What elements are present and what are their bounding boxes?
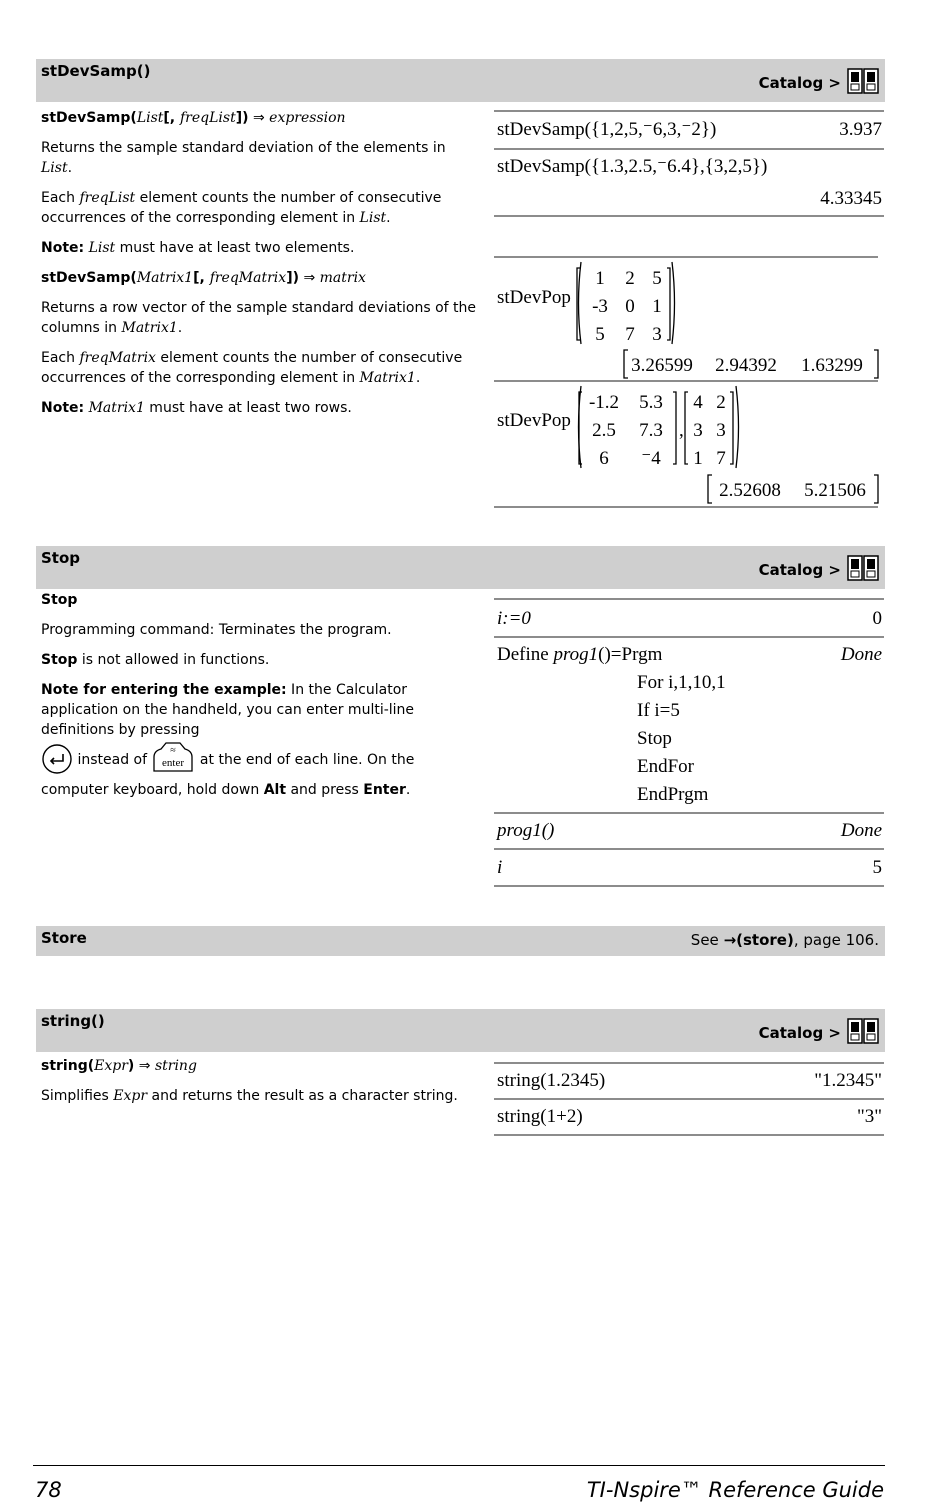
text: Simplifies bbox=[41, 1088, 114, 1104]
key-glyph: ≈ bbox=[170, 745, 177, 756]
result-cell: 3.26599 bbox=[631, 355, 693, 376]
function-name: stDevSamp( bbox=[41, 270, 137, 286]
matrix-cell: 1 bbox=[652, 296, 662, 317]
enter-key-icon bbox=[151, 741, 195, 779]
result: matrix bbox=[319, 270, 366, 286]
example-output: Done bbox=[840, 644, 882, 665]
catalog-link[interactable] bbox=[759, 554, 879, 586]
matrix-cell: 2.5 bbox=[592, 420, 616, 441]
example-output: "1.2345" bbox=[814, 1070, 882, 1091]
example-function: stDevPop bbox=[497, 410, 571, 431]
section-header-string bbox=[36, 1009, 885, 1052]
section-title: string() bbox=[41, 1012, 105, 1030]
section-title: stDevSamp() bbox=[41, 62, 151, 80]
example-input bbox=[497, 644, 662, 666]
catalog-label: Catalog > bbox=[758, 561, 841, 579]
stdevsamp-description bbox=[41, 108, 481, 418]
divider bbox=[494, 1062, 884, 1064]
matrix-cell: -3 bbox=[592, 296, 608, 317]
text: Returns a row vector of the sample standard deviations of the columns in bbox=[41, 300, 477, 336]
divider bbox=[494, 885, 884, 887]
paren-right bbox=[672, 262, 675, 344]
matrix-cell: ⁻4 bbox=[641, 448, 661, 469]
comma: , bbox=[679, 420, 684, 441]
stop-description bbox=[41, 590, 481, 800]
arrow: ⇒ bbox=[252, 110, 265, 126]
text: and returns the result as a character string. bbox=[147, 1088, 458, 1104]
divider bbox=[494, 506, 878, 508]
divider bbox=[494, 848, 884, 850]
arg2: freqList bbox=[180, 110, 236, 126]
desc bbox=[41, 1086, 481, 1106]
bracket-right bbox=[667, 268, 670, 340]
matrix-cell: 7.3 bbox=[639, 420, 663, 441]
key-name: Enter bbox=[363, 782, 406, 798]
text: See bbox=[690, 931, 719, 949]
arg: List bbox=[41, 160, 68, 176]
matrix-cell: 5 bbox=[595, 324, 605, 345]
matrix-cell: 2 bbox=[716, 392, 726, 413]
stop-examples bbox=[494, 598, 884, 888]
opt: [, bbox=[193, 270, 210, 286]
arg: Matrix1 bbox=[359, 370, 416, 386]
text: and press bbox=[286, 782, 364, 798]
result-cell: 2.52608 bbox=[719, 480, 781, 501]
note-2 bbox=[41, 398, 481, 418]
example-function: stDevPop bbox=[497, 287, 571, 308]
text: element counts the number of consecutive occurrences of the corresponding element in bbox=[41, 190, 442, 226]
arg: Expr bbox=[94, 1058, 128, 1074]
example-output: 4.33345 bbox=[820, 188, 882, 209]
example-input: stDevSamp({1,2,5,⁻6,3,⁻2}) bbox=[497, 119, 717, 140]
catalog-book-icon bbox=[847, 1017, 879, 1049]
matrix-3x3 bbox=[576, 260, 676, 346]
arg: Expr bbox=[113, 1088, 148, 1104]
desc-1: Programming command: Terminates the program. bbox=[41, 622, 392, 638]
matrix-pair bbox=[576, 384, 746, 470]
matrix-cell: 3 bbox=[693, 420, 703, 441]
arg: List bbox=[359, 210, 387, 226]
bracket-left bbox=[579, 392, 582, 464]
section-title: Stop bbox=[41, 549, 81, 567]
prog-name: prog1 bbox=[553, 644, 599, 665]
result: string bbox=[154, 1058, 197, 1074]
catalog-link[interactable] bbox=[759, 67, 879, 99]
arg: Matrix1 bbox=[121, 320, 178, 336]
note-entering-example bbox=[41, 680, 481, 800]
desc-1: Returns the sample standard deviation of the elements in List. bbox=[41, 140, 446, 176]
footer-divider bbox=[33, 1465, 885, 1466]
bracket-right bbox=[874, 350, 878, 378]
store-arrow-icon: → bbox=[723, 931, 737, 949]
catalog-label: Catalog > bbox=[758, 1024, 841, 1042]
text: must have at least two elements. bbox=[115, 240, 355, 256]
section-header-stdevsamp bbox=[36, 59, 885, 102]
keyword: Stop bbox=[41, 652, 78, 668]
arrow: ⇒ bbox=[303, 270, 316, 286]
matrix-cell: -1.2 bbox=[588, 392, 620, 413]
catalog-link[interactable] bbox=[759, 1017, 879, 1049]
example-input: prog1() bbox=[497, 820, 555, 841]
result-cell: 2.94392 bbox=[715, 355, 777, 376]
catalog-book-icon bbox=[847, 67, 879, 99]
text: is not allowed in functions. bbox=[77, 652, 270, 668]
text: element counts the number of consecutive occurrences of the corresponding element in bbox=[41, 350, 463, 386]
example-output: Done bbox=[840, 820, 882, 841]
example-input: string(1.2345) bbox=[497, 1070, 606, 1091]
arg: List bbox=[136, 110, 164, 126]
example-input: i bbox=[497, 857, 503, 878]
desc-3: Returns a row vector of the sample standard deviations of the columns in Matrix1. bbox=[41, 300, 477, 336]
matrix-cell: 2 bbox=[625, 268, 635, 289]
syntax-line-2 bbox=[41, 268, 481, 288]
stop-heading: Stop bbox=[41, 592, 78, 608]
matrix-cell: 3 bbox=[716, 420, 726, 441]
result: expression bbox=[269, 110, 346, 126]
matrix-cell: 0 bbox=[625, 296, 635, 317]
matrix-cell: 3 bbox=[652, 324, 662, 345]
catalog-label: Catalog > bbox=[758, 74, 841, 92]
matrix-cell: 5 bbox=[652, 268, 662, 289]
example-output: 0 bbox=[872, 608, 882, 629]
result-row-vector bbox=[706, 473, 884, 505]
text: instead of bbox=[73, 752, 152, 768]
matrix-cell: 4 bbox=[693, 392, 703, 413]
result-row-vector bbox=[622, 348, 884, 380]
close: ) bbox=[127, 1058, 135, 1074]
matrix-cell: 7 bbox=[716, 448, 726, 469]
catalog-book-icon bbox=[847, 554, 879, 586]
matrix-cell: 7 bbox=[625, 324, 635, 345]
note-1 bbox=[41, 238, 481, 258]
text: must have at least two rows. bbox=[144, 400, 352, 416]
section-header-stop bbox=[36, 546, 885, 589]
text: Returns the sample standard deviation of the elements in bbox=[41, 140, 446, 156]
divider bbox=[494, 148, 884, 150]
note-label: Note for entering the example: bbox=[41, 682, 287, 698]
page-number: 78 bbox=[35, 1478, 62, 1502]
arg: Matrix1 bbox=[136, 270, 194, 286]
divider bbox=[494, 598, 884, 600]
program-line: EndPrgm bbox=[637, 784, 709, 805]
matrix-cell: 1 bbox=[693, 448, 703, 469]
matrix-cell: 5.3 bbox=[639, 392, 663, 413]
key-name: Alt bbox=[263, 782, 287, 798]
close: ]) bbox=[235, 110, 249, 126]
note-label: Note: bbox=[41, 240, 85, 256]
divider bbox=[494, 380, 878, 382]
see-reference-link[interactable] bbox=[691, 931, 879, 949]
guide-title: TI-Nspire™ Reference Guide bbox=[586, 1478, 884, 1502]
section-header-store bbox=[36, 926, 885, 956]
note-label: Note: bbox=[41, 400, 85, 416]
text: Each bbox=[41, 350, 80, 366]
text: . bbox=[405, 782, 411, 798]
text: at the end of each line. On the computer keyboard, hold down bbox=[41, 752, 415, 798]
bracket-right bbox=[673, 392, 676, 464]
divider bbox=[494, 256, 878, 258]
matrix-cell: 1 bbox=[595, 268, 605, 289]
desc-2 bbox=[41, 650, 481, 670]
bracket-left bbox=[708, 475, 712, 503]
divider bbox=[494, 215, 884, 217]
paren-right bbox=[736, 386, 739, 468]
text: i:=0 bbox=[497, 608, 531, 629]
program-line: EndFor bbox=[637, 756, 694, 777]
arg2: freqMatrix bbox=[209, 270, 287, 286]
syntax-line-1 bbox=[41, 108, 481, 128]
section-title: Store bbox=[41, 929, 87, 947]
result-cell: 5.21506 bbox=[804, 480, 866, 501]
bracket-right bbox=[730, 392, 733, 464]
text: , page 106. bbox=[793, 931, 879, 949]
example-output: 3.937 bbox=[839, 119, 882, 140]
divider bbox=[494, 110, 884, 112]
bracket-left bbox=[624, 350, 628, 378]
example-output: 5 bbox=[872, 857, 882, 878]
text: In the Calculator application on the handheld, you can enter multi-line definitions by pressing bbox=[41, 682, 415, 738]
key-label: enter bbox=[162, 757, 185, 769]
function-name: string( bbox=[41, 1058, 95, 1074]
divider bbox=[494, 812, 884, 814]
syntax-line bbox=[41, 1056, 481, 1076]
function-name: stDevSamp( bbox=[41, 110, 137, 126]
arg: Matrix1 bbox=[88, 400, 145, 416]
example-output: "3" bbox=[856, 1106, 882, 1127]
desc-4: Each freqMatrix element counts the number of consecutive occurrences of the corresponding element in Matrix1. bbox=[41, 350, 463, 386]
example-input: stDevSamp({1.3,2.5,⁻6.4},{3,2,5}) bbox=[497, 156, 768, 177]
text: Each bbox=[41, 190, 80, 206]
arg: freqMatrix bbox=[79, 350, 156, 366]
close: ]) bbox=[286, 270, 299, 286]
text: Define bbox=[497, 644, 554, 665]
example-input bbox=[497, 608, 531, 630]
return-key-icon bbox=[41, 744, 73, 780]
program-line: Stop bbox=[637, 728, 672, 749]
paren-left bbox=[579, 262, 582, 344]
string-description bbox=[41, 1056, 481, 1106]
text: (store) bbox=[736, 931, 794, 949]
divider bbox=[494, 1134, 884, 1136]
divider bbox=[494, 636, 884, 638]
program-line: For i,1,10,1 bbox=[637, 672, 726, 693]
desc-2: Each freqList element counts the number of consecutive occurrences of the corresponding element in List. bbox=[41, 190, 442, 226]
text: ()=Prgm bbox=[598, 644, 663, 665]
bracket-right bbox=[874, 475, 878, 503]
arrow: ⇒ bbox=[138, 1058, 151, 1074]
result-cell: 1.63299 bbox=[801, 355, 863, 376]
arg: freqList bbox=[79, 190, 136, 206]
example-input: string(1+2) bbox=[497, 1106, 583, 1127]
bracket-left bbox=[685, 392, 688, 464]
stdevsamp-examples bbox=[494, 110, 884, 510]
arg: List bbox=[88, 240, 116, 256]
opt: [, bbox=[163, 110, 180, 126]
string-examples bbox=[494, 1062, 884, 1136]
divider bbox=[494, 1098, 884, 1100]
program-line: If i=5 bbox=[637, 700, 680, 721]
matrix-cell: 6 bbox=[599, 448, 609, 469]
